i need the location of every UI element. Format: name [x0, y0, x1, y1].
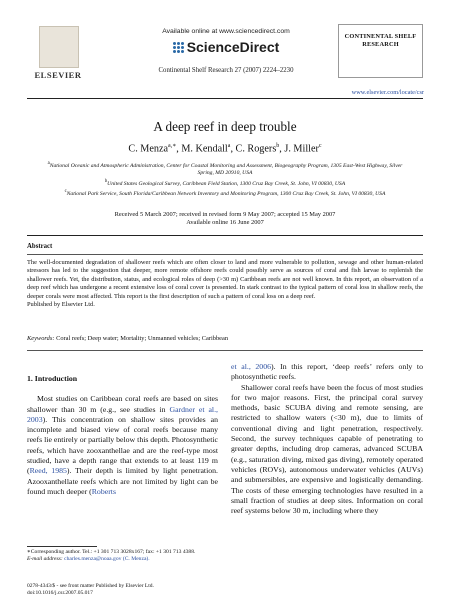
keywords-label: Keywords:	[27, 335, 55, 342]
section-heading: 1. Introduction	[27, 374, 78, 383]
header-divider	[27, 98, 423, 99]
email-link[interactable]: charles.menza@noaa.gov (C. Menza).	[64, 556, 150, 562]
citation-roberts-link[interactable]: Roberts	[91, 486, 116, 496]
abstract-heading: Abstract	[27, 243, 53, 250]
abstract-rule	[27, 254, 423, 255]
author-4-affil: c	[318, 143, 322, 149]
author-1: C. Menza	[128, 143, 169, 155]
footnotes	[27, 549, 218, 563]
sciencedirect-logo	[136, 39, 316, 55]
affiliations	[45, 160, 405, 199]
intro-paragraph-1-continued: et al., 2006). In this report, ‘deep reefs’ refers only to photosynthetic reefs.	[231, 362, 423, 382]
author-2: M. Kendall	[181, 143, 228, 155]
journal-cover-title: CONTINENTAL SHELF RESEARCH	[344, 33, 417, 48]
author-1-affil: a,∗	[168, 143, 177, 149]
available-date: Available online 16 June 2007	[186, 219, 264, 226]
footnote-rule	[27, 546, 97, 547]
elsevier-tree-icon	[39, 26, 79, 68]
keywords-list: Coral reefs; Deep water; Mortality; Unmanned vehicles; Caribbean	[56, 335, 229, 342]
citation-gardner-link[interactable]: Gardner et al., 2003	[27, 404, 218, 424]
affiliation-a: $^a$National Oceanic and Atmospheric Administration, Center for Coastal Monitoring and Assessment, Biogeography Program, 1305 East-West Highway, Silver Spring, MD 20910, USA	[47, 161, 403, 177]
available-online-line	[136, 28, 316, 35]
author-4: J. Miller	[284, 143, 319, 155]
journal-cover	[338, 24, 423, 78]
intro-paragraph-2: Shallower coral reefs have been the focus of most studies for two major reasons. First, the principal coral survey methods, basic SCUBA diving and remote sensing, are restricted to shallow waters (<30 m), due to limits of conventional diving and light penetration, respectively. Second, the survey techniques capable of penetrating to greater depths, including drop cameras, advanced SCUBA (e.g., saturation diving, mixed gas diving), remotely operated vehicles (ROVs), autonomous underwater vehicles (AUVs) and submersibles, are expensive and logistically demanding. The costs of these emerging technologies have resulted in a small fraction of studies at deep sites. Information on coral reef systems below 30 m, including where they	[231, 382, 423, 516]
doi-link[interactable]: doi:10.1016/j.csr.2007.05.017	[27, 590, 93, 596]
elsevier-logo	[27, 26, 89, 80]
author-list: C. Menza$^{a,∗}$, M. Kendall$^a$, C. Rogers$^b$, J. Miller$^c$	[128, 143, 322, 155]
publisher-name: ELSEVIER	[34, 70, 82, 80]
email-note: E-mail address: charles.menza@noaa.gov (C. Menza).	[27, 556, 150, 562]
abstract-text: The well-documented degradation of shallower reefs which are often closer to land and more vulnerable to pollution, sewage and other human-related stressors has led to the suggestion that deeper, more remote offshore reefs could possibly serve as sources of coral and fish larvae to replenish the shallower reefs. Yet, the distribution, status, and ecological roles of deep (>30 m) Caribbean reefs are not well known. In this report, an observation of a deep reef which has undergone a recent extensive loss of coral cover is presented. In stark contrast to the typical pattern of coral loss in shallow reefs, the deeper corals were most affected. This report is the first description of such a pattern of coral loss on a deep reef.	[27, 259, 423, 300]
affiliation-b: $^b$United States Geological Survey, Caribbean Field Station, 1300 Cruz Bay Creek, St. John, VI 00830, USA	[104, 178, 346, 187]
abstract-publisher-line: Published by Elsevier Ltd.	[27, 301, 95, 309]
issn-line: 0278-4343/$ - see front matter Published by Elsevier Ltd.	[27, 583, 154, 589]
journal-url-link[interactable]: www.elsevier.com/locate/csr	[351, 89, 424, 96]
author-3: C. Rogers	[235, 143, 277, 155]
abstract-divider	[27, 235, 423, 236]
body-right-column	[231, 362, 423, 516]
citation-roberts-cont-link[interactable]: et al., 2006	[231, 362, 271, 371]
header-center	[136, 28, 316, 74]
journal-citation: Continental Shelf Research 27 (2007) 2224–2230	[158, 67, 294, 74]
article-title: A deep reef in deep trouble	[153, 119, 297, 134]
sciencedirect-brand: ScienceDirect	[186, 39, 280, 55]
body-left-column	[27, 374, 218, 497]
sciencedirect-dots-icon	[173, 42, 184, 53]
article-dates	[0, 211, 450, 227]
available-online-text: Available online at www.sciencedirect.com	[162, 28, 290, 35]
author-2-affil: a	[227, 143, 231, 149]
corresponding-author-note: ∗Corresponding author. Tel.: +1 301 713 3028x167; fax: +1 301 713 4388.	[27, 549, 196, 555]
publication-info	[27, 583, 227, 597]
keywords	[27, 335, 423, 342]
affiliation-c: $^c$National Park Service, South Florida/Caribbean Network Inventory and Monitoring Program, 1300 Cruz Bay Creek, St. John, VI 00830, USA	[64, 189, 386, 198]
keywords-rule	[27, 350, 423, 351]
received-dates: Received 5 March 2007; received in revised form 9 May 2007; accepted 15 May 2007	[114, 211, 336, 218]
intro-paragraph-1: Most studies on Caribbean coral reefs are based on sites shallower than 30 m (e.g., see studies in Gardner et al., 2003). This concentration on shallow sites provides an incomplete and biased view of coral reefs because many reefs lie entirely or partially below this depth. Photosynthetic reefs, which have zooxanthellae and are the reef-type most studied, have a depth range that extends to at least 119 m (Reed, 1985). Their depth is limited by light penetration. Azooxanthellate reefs which are not limited by light can be found much deeper (Roberts	[27, 394, 218, 496]
abstract-body	[27, 259, 423, 309]
citation-reed-link[interactable]: Reed, 1985	[29, 466, 67, 476]
author-3-affil: b	[276, 143, 280, 149]
